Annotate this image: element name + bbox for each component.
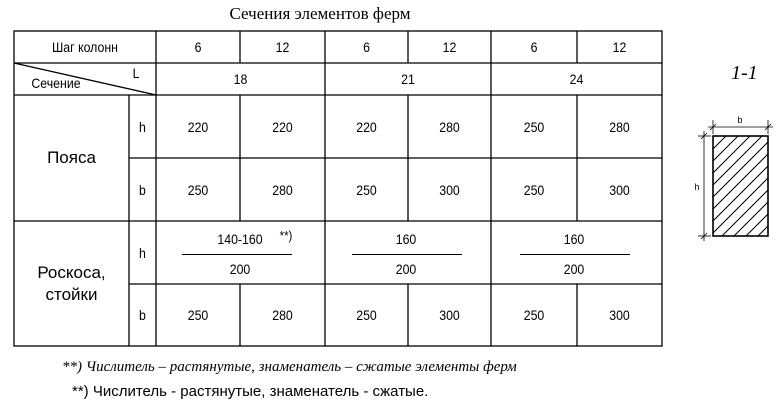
braces-h-label: h	[139, 244, 146, 261]
step-header: Шаг колонн	[52, 39, 118, 55]
step-cell: 6	[530, 39, 538, 55]
fraction-line	[182, 254, 292, 255]
table-title: Сечения элементов ферм	[229, 4, 411, 23]
footnote-regular: **) Числитель - растянутые, знаменатель - сжатые.	[72, 383, 429, 400]
braces-label-line1: Роскоса,	[37, 262, 106, 282]
span-cell: 24	[569, 71, 584, 87]
chords-b-cell: 250	[187, 181, 209, 198]
braces-label-line2: стойки	[45, 284, 98, 304]
braces-b-cell: 250	[187, 307, 209, 323]
chords-b-cell: 300	[439, 181, 460, 198]
span-cell: 21	[401, 71, 415, 87]
braces-h-denominator: 200	[563, 261, 585, 277]
chords-h-cell: 250	[523, 118, 545, 135]
step-cell: 12	[612, 39, 627, 55]
chords-label: Пояса	[47, 148, 96, 167]
braces-h-numerator: 140-160	[217, 231, 263, 247]
fraction-line	[352, 254, 462, 255]
braces-b-cell: 250	[523, 307, 545, 323]
footnote-italic: **) Числитель – растянутые, знаменатель – сжатые элементы ферм	[62, 359, 517, 375]
chords-b-cell: 250	[523, 181, 545, 198]
chords-h-cell: 280	[609, 118, 630, 135]
width-symbol: b	[737, 115, 743, 125]
braces-label	[14, 221, 129, 346]
braces-b-cell: 280	[272, 307, 293, 323]
chords-h-cell: 220	[356, 118, 377, 135]
section-header: Сечение	[31, 75, 81, 91]
span-symbol: L	[132, 65, 140, 81]
height-symbol: h	[694, 182, 700, 192]
chords-h-cell: 220	[272, 118, 293, 135]
chords-h-cell: 220	[187, 118, 209, 135]
chords-b-cell: 280	[272, 181, 293, 198]
braces-h-numerator: 160	[563, 231, 585, 247]
section-label: 1-1	[731, 62, 758, 84]
fraction-line	[520, 254, 630, 255]
cross-section-drawing	[690, 108, 782, 248]
braces-h-denominator: 200	[395, 261, 417, 277]
step-cell: 12	[275, 39, 290, 55]
step-cell: 6	[194, 39, 202, 55]
chords-b-cell: 250	[356, 181, 377, 198]
chords-b-cell: 300	[609, 181, 630, 198]
braces-b-label: b	[139, 307, 146, 323]
chords-h-label: h	[139, 118, 146, 135]
chords-h-cell: 280	[439, 118, 460, 135]
span-cell: 18	[233, 71, 248, 87]
step-cell: 6	[363, 39, 370, 55]
chords-b-label: b	[139, 181, 146, 198]
step-cell: 12	[442, 39, 457, 55]
braces-b-cell: 250	[356, 307, 377, 323]
footnote-marker: **)	[279, 228, 293, 243]
braces-b-cell: 300	[439, 307, 460, 323]
braces-h-numerator: 160	[395, 231, 417, 247]
braces-b-cell: 300	[609, 307, 630, 323]
braces-h-denominator: 200	[229, 261, 251, 277]
